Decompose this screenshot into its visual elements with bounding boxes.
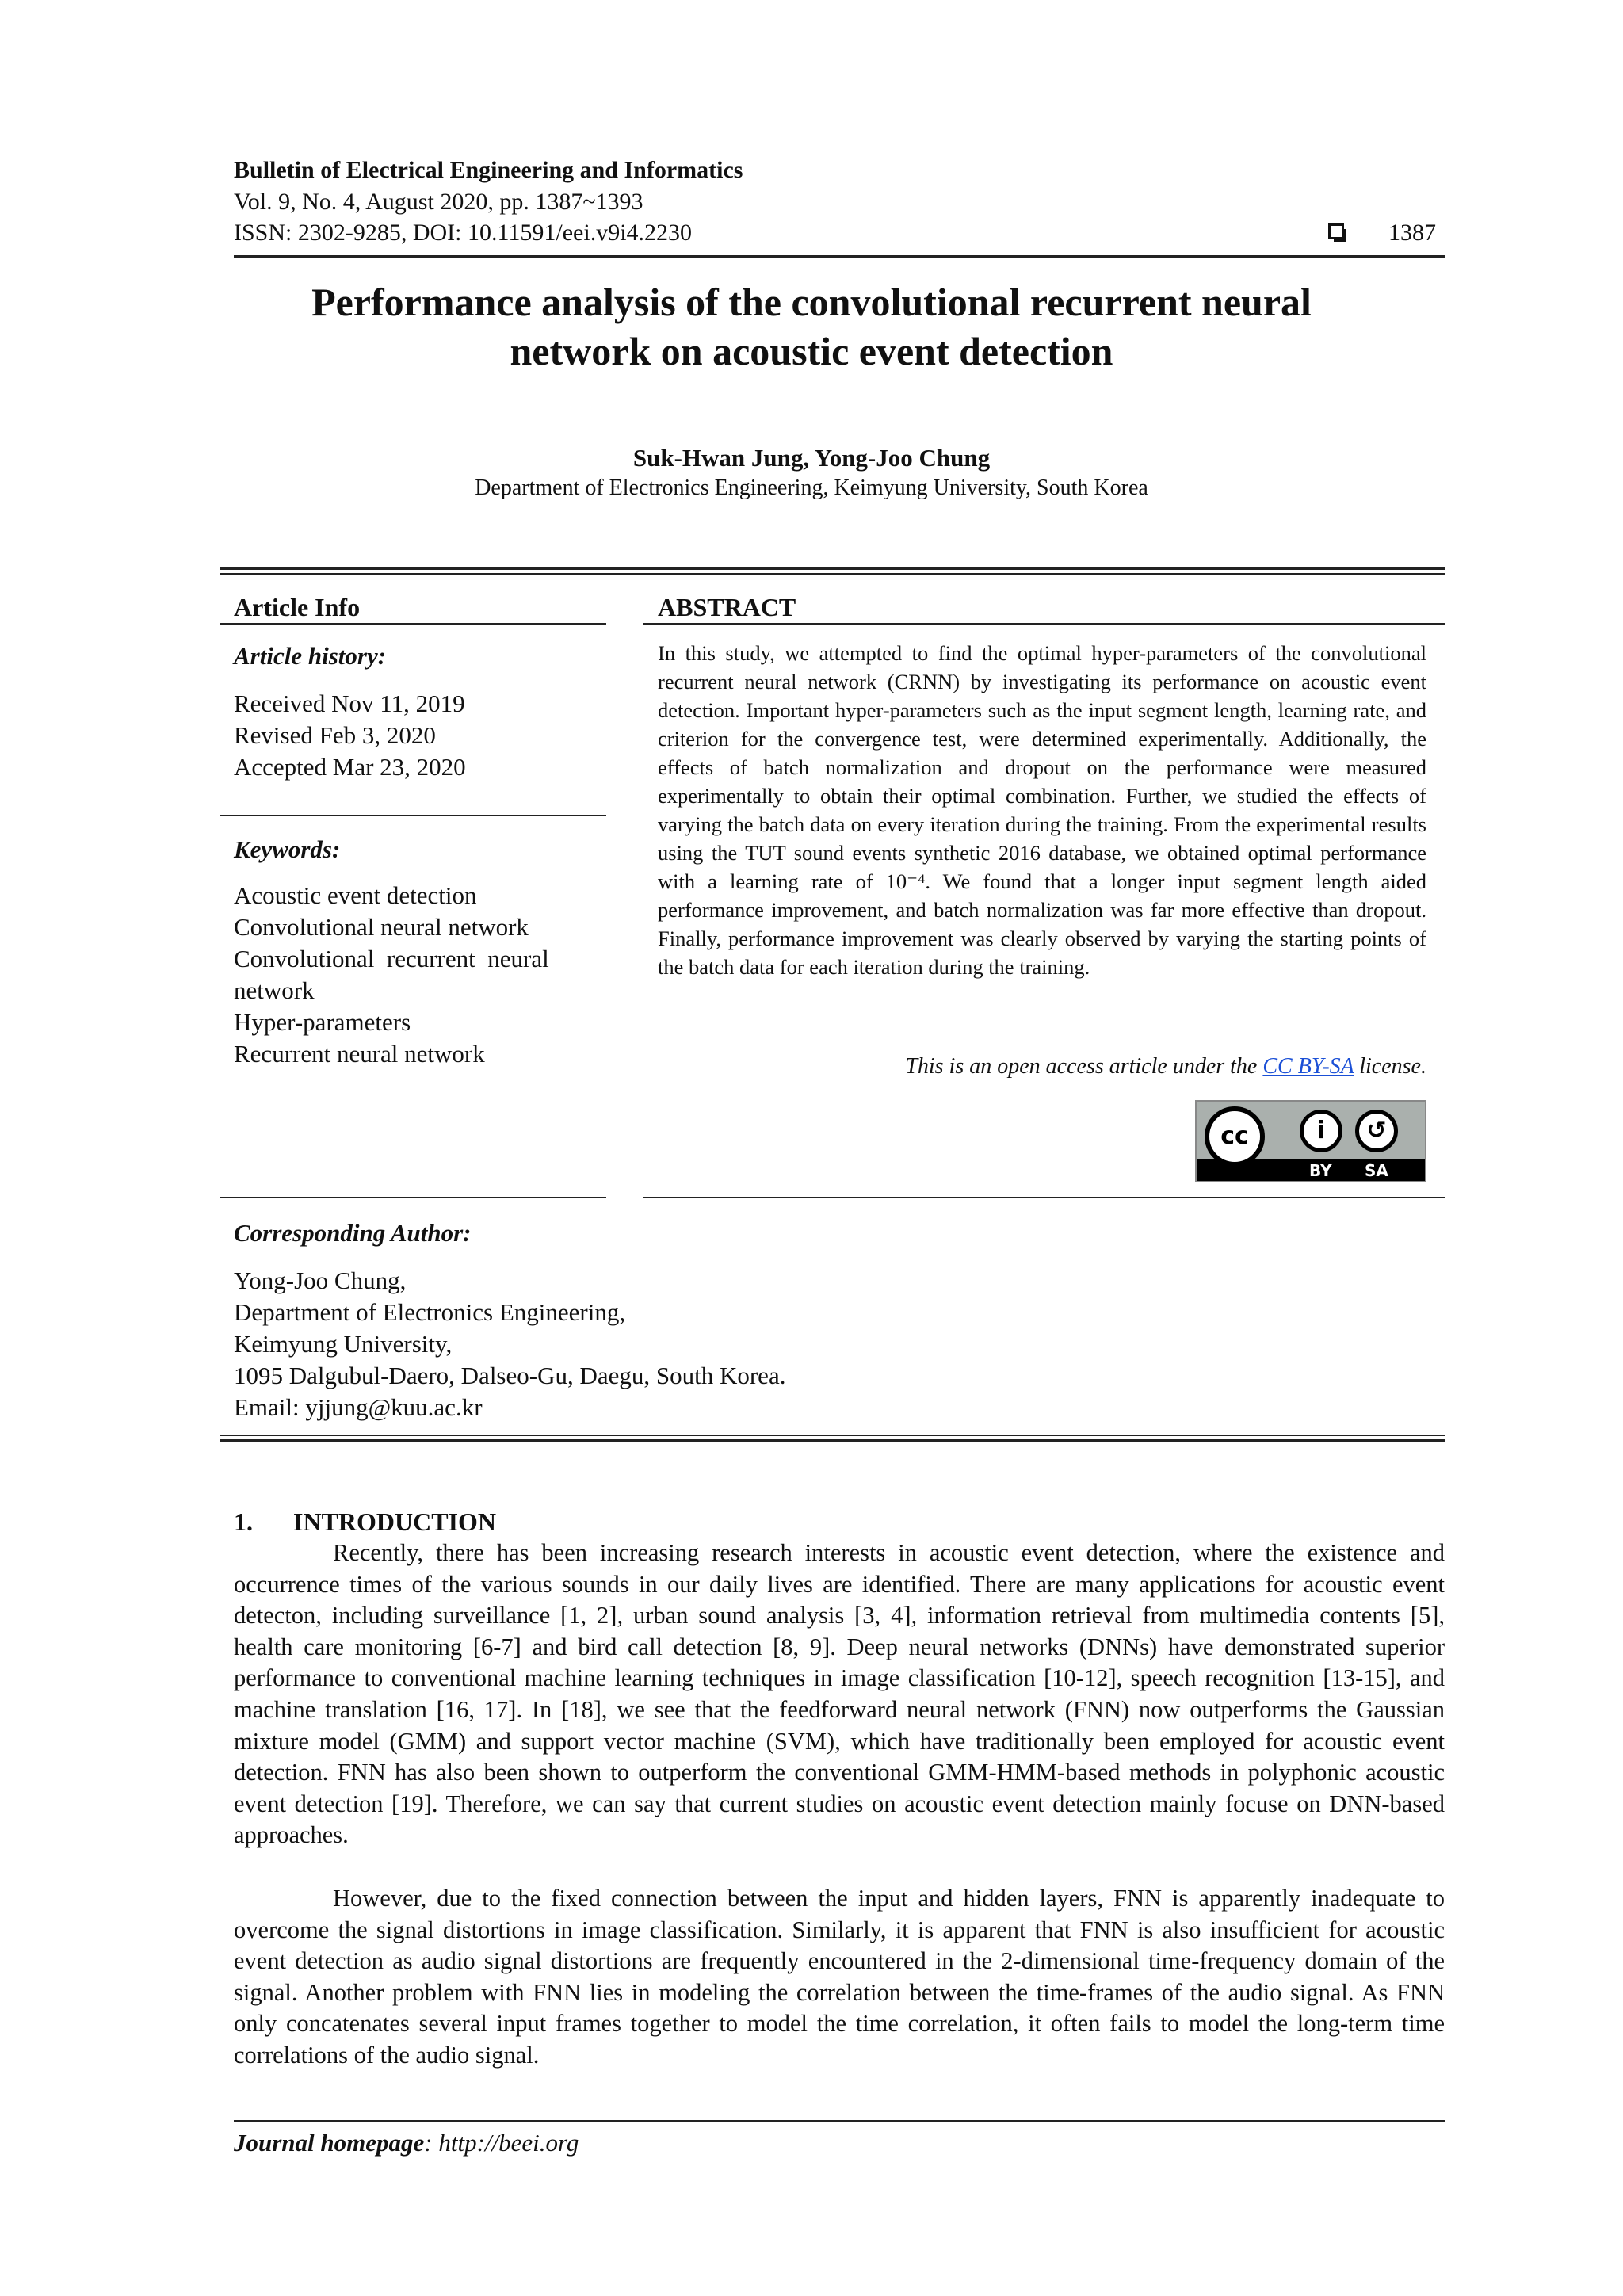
intro-paragraph-2: However, due to the fixed connection between the input and hidden layers, FNN is apparently inadequate to overcome the signal distortions in image classification. Similarly, it is apparent that FNN is also insufficient for acoustic event detection as audio signal distortions are frequently encountered in the 2-dimensional time-frequency domain of the signal. Another problem with FNN lies in modeling the correlation between the time-frames of the audio signal. As FNN only concatenates several input frames together to model the time correlation, it often fails to model the long-term time correlations of the audio signal. — [234, 1885, 1445, 2069]
abstract-body: In this study, we attempted to find the optimal hyper-parameters of the convolutional recurrent neural network (CRNN) by investigating its performance on acoustic event detection. Important hyper-parameters such as the input segment length, learning rate, and criterion for the convergence test, were determined experimentally. Additionally, the effects of batch normalization and dropout on the performance were measured experimentally to obtain their optimal combination. Further, we studied the effects of varying the batch data on every iteration during the training. From the experimental results using the TUT sound events synthetic 2016 database, we obtained optimal performance with a learning rate of 10⁻⁴. We found that a longer input segment length aided performance improvement, and batch normalization was far more effective than dropout. Finally, performance improvement was clearly observed by varying the starting points of the batch data for each iteration during the training. — [658, 641, 1426, 979]
paper-title — [158, 277, 1465, 376]
title-line-1: Performance analysis of the convolutional recurrent neural — [311, 280, 1312, 324]
sa-label: SA — [1365, 1161, 1388, 1180]
header-rule — [234, 255, 1445, 258]
journal-name: Bulletin of Electrical Engineering and Informatics — [234, 157, 743, 183]
section-number: 1. — [234, 1507, 253, 1536]
intro-paragraph-1: Recently, there has been increasing research interests in acoustic event detection, where the existence and occurrence times of the various sounds in our daily lives are identified. There are many applications for acoustic event detecton, including surveillance [1, 2], urban sound analysis [3, 4], information retrieval from multimedia contents [5], health care monitoring [6-7] and bird call detection [8, 9]. Deep neural networks (DNNs) have demonstrated superior performance to conventional machine learning techniques in image classification [10-12], speech recognition [13-15], and machine translation [16, 17]. In [18], we see that the feedforward neural network (FNN) now outperforms the Gaussian mixture model (GMM) and support vector machine (SVM), which have traditionally been employed for acoustic event detection. FNN has also been shown to outperform the conventional GMM-HMM-based methods in polyphonic acoustic event detection [19]. Therefore, we can say that current studies on acoustic event detection mainly focuse on DNN-based approaches. — [234, 1539, 1445, 1849]
share-alike-icon: ↺ — [1355, 1110, 1398, 1152]
article-info-rule — [220, 623, 606, 625]
info-top-rule-1 — [220, 567, 1445, 570]
abstract-rule — [643, 623, 1445, 625]
affiliation: Department of Electronics Engineering, Keimyung University, South Korea — [475, 476, 1148, 500]
keyword-item: Convolutional neural network — [234, 913, 529, 941]
corresponding-name: Yong-Joo Chung, — [234, 1266, 407, 1294]
corresponding-heading: Corresponding Author: — [234, 1219, 472, 1247]
keyword-item: Convolutional recurrent neural — [234, 945, 549, 972]
keywords-rule — [220, 1197, 606, 1198]
history-rule — [220, 815, 606, 816]
section-heading: INTRODUCTION — [293, 1507, 497, 1536]
keyword-item: network — [234, 976, 315, 1004]
keyword-item: Recurrent neural network — [234, 1040, 485, 1068]
open-access-notice — [658, 1052, 1426, 1081]
corresponding-email: Email: yjjung@kuu.ac.kr — [234, 1393, 483, 1421]
cc-icon: cc — [1205, 1106, 1265, 1167]
corresponding-dept: Department of Electronics Engineering, — [234, 1298, 626, 1326]
footer-rule — [234, 2120, 1445, 2122]
abstract-bottom-rule — [643, 1197, 1445, 1198]
info-bottom-rule-1 — [220, 1435, 1445, 1436]
accepted-date: Accepted Mar 23, 2020 — [234, 753, 466, 781]
checkbox-square-icon — [1328, 223, 1344, 239]
by-label: BY — [1309, 1161, 1332, 1180]
corresponding-univ: Keimyung University, — [234, 1330, 453, 1358]
open-access-suffix: license. — [1354, 1054, 1426, 1079]
article-history-heading: Article history: — [234, 642, 387, 670]
open-access-prefix: This is an open access article under the — [905, 1054, 1263, 1079]
keywords-heading: Keywords: — [234, 835, 341, 863]
info-bottom-rule-2 — [220, 1439, 1445, 1442]
cc-by-sa-badge[interactable] — [1195, 1100, 1426, 1182]
journal-homepage — [234, 2127, 579, 2159]
homepage-label: Journal homepage — [234, 2129, 425, 2157]
issn-doi: ISSN: 2302-9285, DOI: 10.11591/eei.v9i4.2230 — [234, 220, 693, 246]
article-info-heading: Article Info — [234, 593, 361, 621]
corresponding-address: 1095 Dalgubul-Daero, Dalseo-Gu, Daegu, South Korea. — [234, 1362, 786, 1389]
info-top-rule-2 — [220, 573, 1445, 575]
authors: Suk-Hwan Jung, Yong-Joo Chung — [632, 444, 991, 472]
attribution-icon: i — [1300, 1110, 1342, 1152]
license-link[interactable]: CC BY-SA — [1262, 1054, 1354, 1079]
volume-info: Vol. 9, No. 4, August 2020, pp. 1387~1393 — [234, 189, 643, 215]
keywords-list — [234, 880, 590, 1070]
keyword-item: Acoustic event detection — [234, 881, 477, 909]
title-line-2: network on acoustic event detection — [510, 329, 1113, 373]
homepage-url[interactable]: : http://beei.org — [424, 2129, 579, 2157]
page-number: 1387 — [1388, 220, 1436, 246]
revised-date: Revised Feb 3, 2020 — [234, 721, 436, 749]
keyword-item: Hyper-parameters — [234, 1008, 411, 1036]
received-date: Received Nov 11, 2019 — [234, 690, 465, 717]
abstract-heading: ABSTRACT — [658, 593, 796, 621]
